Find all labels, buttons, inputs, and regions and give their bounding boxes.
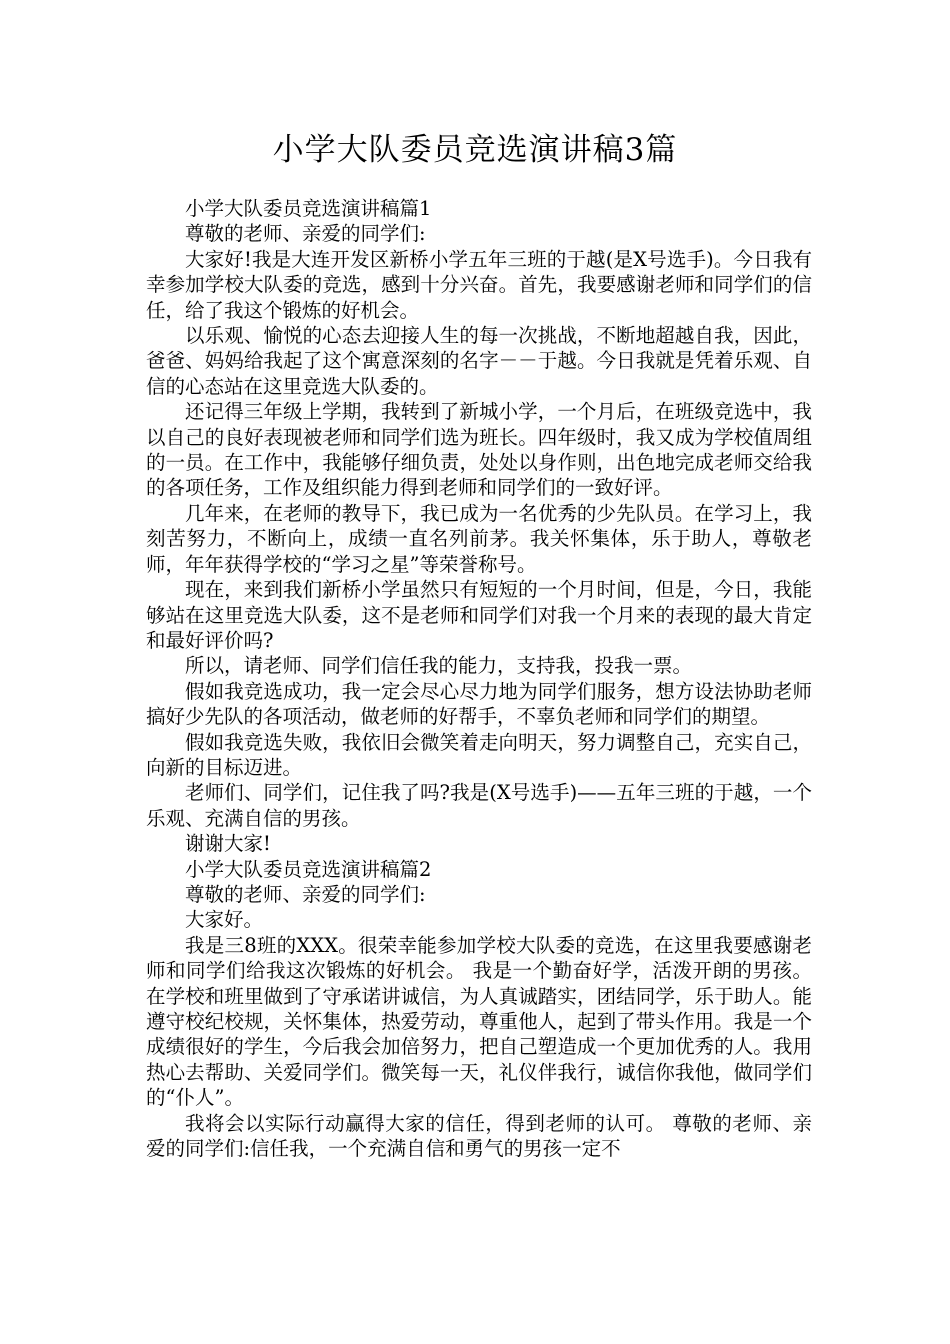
paragraph: 现在，来到我们新桥小学虽然只有短短的一个月时间，但是，今日，我能够站在这里竞选大队委，这不是老师和同学们对我一个月来的表现的最大肯定和最好评价吗? xyxy=(146,578,812,652)
paragraph: 谢谢大家! xyxy=(185,832,271,856)
paragraph: 大家好。 xyxy=(185,908,264,932)
paragraph: 小学大队委员竞选演讲稿篇1 xyxy=(185,197,432,220)
paragraph: 我将会以实际行动赢得大家的信任，得到老师的认可。 尊敬的老师、亲爱的同学们:信任我，一个充满自信和勇气的男孩一定不 xyxy=(146,1111,812,1161)
paragraph: 假如我竞选失败，我依旧会微笑着走向明天，努力调整自己，充实自己，向新的目标迈进。 xyxy=(146,730,812,779)
paragraph: 还记得三年级上学期，我转到了新城小学，一个月后，在班级竞选中，我以自己的良好表现被老师和同学们选为班长。四年级时，我又成为学校值周组的一员。在工作中，我能够仔细负责，处处以身作则，出色地完成老师交给我的各项任务，工作及组织能力得到老师和同学们的一致好评。 xyxy=(146,400,812,500)
document-body xyxy=(146,196,812,1161)
paragraph: 所以，请老师、同学们信任我的能力，支持我，投我一票。 xyxy=(185,654,693,678)
paragraph: 大家好!我是大连开发区新桥小学五年三班的于越(是X号选手)。今日我有幸参加学校大队委的竞选，感到十分兴奋。首先，我要感谢老师和同学们的信任，给了我这个锻炼的好机会。 xyxy=(146,247,812,322)
paragraph: 我是三8班的XXX。很荣幸能参加学校大队委的竞选，在这里我要感谢老师和同学们给我这次锻炼的好机会。 我是一个勤奋好学，活泼开朗的男孩。在学校和班里做到了守承诺讲诚信，为人真诚踏实，团结同学，乐于助人。能遵守校纪校规，关怀集体，热爱劳动，尊重他人，起到了带头作用。我是一个成绩很好的学生，今后我会加倍努力，把自己塑造成一个更加优秀的人。我用热心去帮助、关爱同学们。微笑每一天，礼仪伴我行，诚信你我他，做同学们的“仆人”。 xyxy=(146,933,812,1110)
paragraph: 假如我竞选成功，我一定会尽心尽力地为同学们服务，想方设法协助老师搞好少先队的各项活动，做老师的好帮手，不辜负老师和同学们的期望。 xyxy=(146,679,812,729)
paragraph: 老师们、同学们，记住我了吗?我是(X号选手)——五年三班的于越，一个乐观、充满自信的男孩。 xyxy=(146,781,812,830)
paragraph: 以乐观、愉悦的心态去迎接人生的每一次挑战，不断地超越自我，因此，爸爸、妈妈给我起了这个寓意深刻的名字－－于越。今日我就是凭着乐观、自信的心态站在这里竞选大队委的。 xyxy=(146,324,812,398)
paragraph: 小学大队委员竞选演讲稿篇2 xyxy=(185,857,432,881)
paragraph: 尊敬的老师、亲爱的同学们: xyxy=(185,882,426,906)
document-title: 小学大队委员竞选演讲稿3篇 xyxy=(272,132,678,168)
paragraph: 几年来，在老师的教导下，我已成为一名优秀的少先队员。在学习上，我刻苦努力，不断向上，成绩一直名列前茅。我关怀集体，乐于助人，尊敬老师，年年获得学校的“学习之星”等荣誉称号。 xyxy=(146,501,812,576)
paragraph: 尊敬的老师、亲爱的同学们: xyxy=(185,222,426,246)
